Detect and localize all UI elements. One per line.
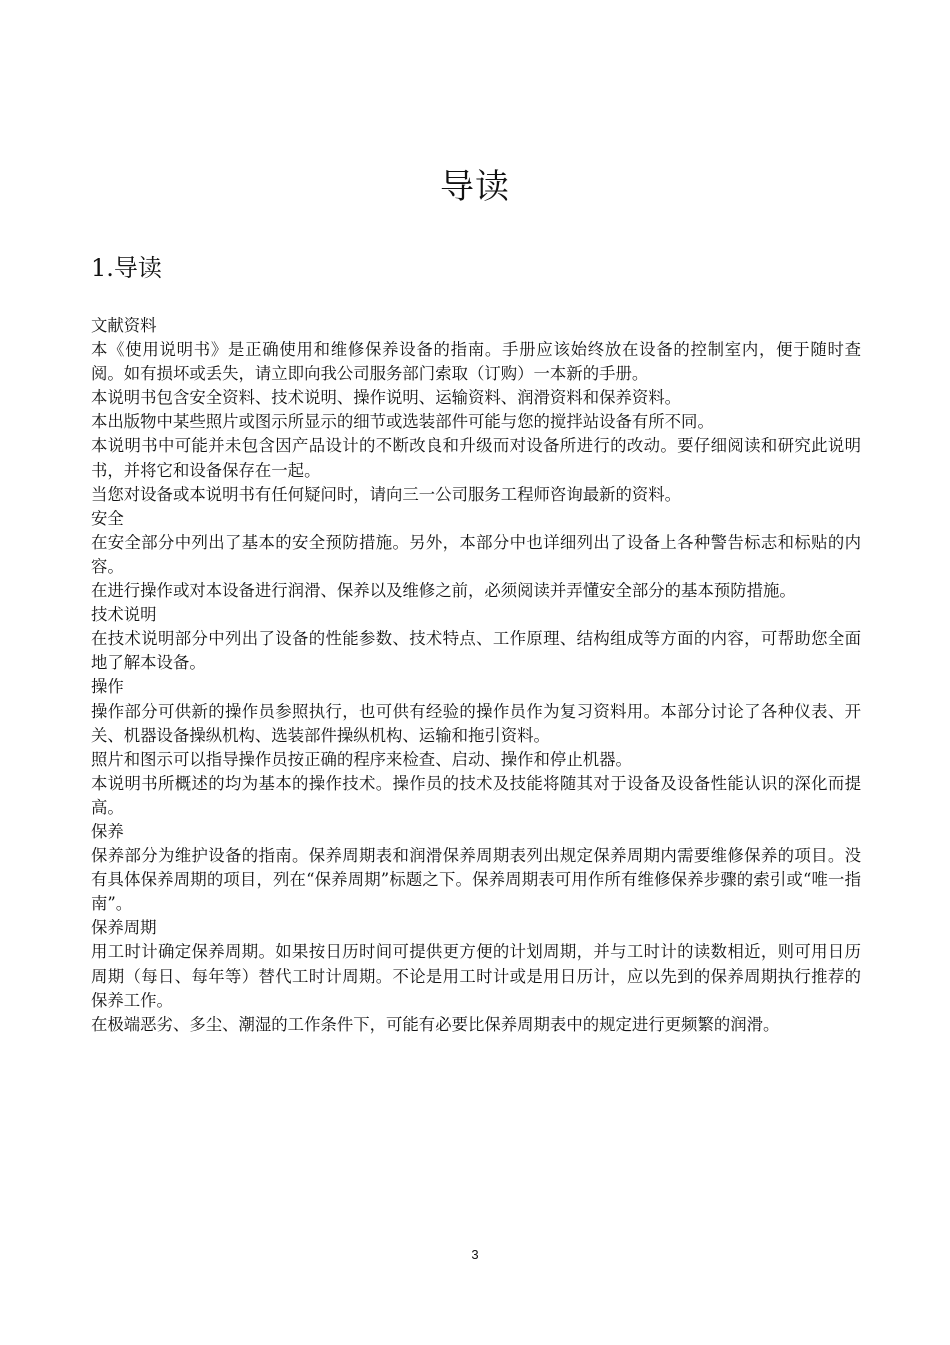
paragraph: 本说明书包含安全资料、技术说明、操作说明、运输资料、润滑资料和保养资料。 — [91, 388, 682, 408]
paragraph: 本说明书所概述的均为基本的操作技术。操作员的技术及技能将随其对于设备及设备性能认识的深化而提高。 — [91, 773, 861, 817]
subheading-safety: 安全 — [91, 508, 124, 528]
paragraph: 在进行操作或对本设备进行润滑、保养以及维修之前，必须阅读并弄懂安全部分的基本预防措施。 — [91, 581, 796, 601]
paragraph: 保养部分为维护设备的指南。保养周期表和润滑保养周期表列出规定保养周期内需要维修保养的项目。没有具体保养周期的项目，列在“保养周期”标题之下。保养周期表可用作所有维修保养步骤的索引或“唯一指南”。 — [91, 846, 861, 914]
subheading-operation: 操作 — [91, 677, 124, 697]
paragraph: 用工时计确定保养周期。如果按日历时间可提供更方便的计划周期，并与工时计的读数相近，则可用日历周期（每日、每年等）替代工时计周期。不论是用工时计或是用日历计，应以先到的保养周期执行推荐的保养工作。 — [91, 942, 861, 1010]
document-body — [91, 314, 861, 1037]
paragraph: 本出版物中某些照片或图示所显示的细节或选装部件可能与您的搅拌站设备有所不同。 — [91, 412, 714, 432]
subheading-literature: 文献资料 — [91, 316, 157, 335]
page-number: 3 — [471, 1247, 479, 1262]
paragraph: 照片和图示可以指导操作员按正确的程序来检查、启动、操作和停止机器。 — [91, 749, 632, 769]
subheading-maintenance: 保养 — [91, 821, 124, 841]
paragraph: 本说明书中可能并未包含因产品设计的不断改良和升级而对设备所进行的改动。要仔细阅读和研究此说明书，并将它和设备保存在一起。 — [91, 436, 861, 480]
subheading-technical: 技术说明 — [91, 605, 157, 625]
subheading-maintenance-interval: 保养周期 — [91, 918, 157, 938]
paragraph: 本《使用说明书》是正确使用和维修保养设备的指南。手册应该始终放在设备的控制室内，便于随时查阅。如有损坏或丢失，请立即向我公司服务部门索取（订购）一本新的手册。 — [91, 340, 861, 384]
section-heading: 1.导读 — [91, 254, 162, 282]
paragraph: 在安全部分中列出了基本的安全预防措施。另外，本部分中也详细列出了设备上各种警告标志和标贴的内容。 — [91, 532, 861, 576]
paragraph: 在技术说明部分中列出了设备的性能参数、技术特点、工作原理、结构组成等方面的内容，可帮助您全面地了解本设备。 — [91, 629, 861, 673]
paragraph: 在极端恶劣、多尘、潮湿的工作条件下，可能有必要比保养周期表中的规定进行更频繁的润滑。 — [91, 1014, 780, 1034]
page-title: 导读 — [440, 167, 510, 207]
paragraph: 操作部分可供新的操作员参照执行，也可供有经验的操作员作为复习资料用。本部分讨论了各种仪表、开关、机器设备操纵机构、选装部件操纵机构、运输和拖引资料。 — [91, 701, 861, 745]
paragraph: 当您对设备或本说明书有任何疑问时，请向三一公司服务工程师咨询最新的资料。 — [91, 484, 682, 504]
